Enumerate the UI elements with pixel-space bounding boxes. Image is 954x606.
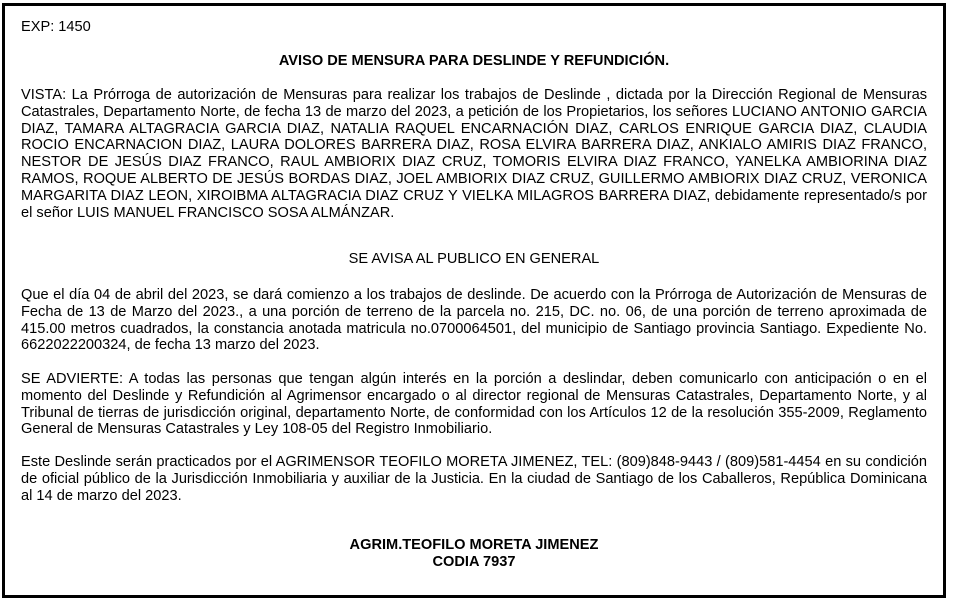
signature-codia: CODIA 7937 [432,553,516,570]
public-notice-heading: SE AVISA AL PUBLICO EN GENERAL [348,251,600,267]
legal-notice-frame [2,3,946,598]
surveyor-paragraph: Este Deslinde serán practicados por el AGRIMENSOR TEOFILO MORETA JIMENEZ, TEL: (809)848-9443 / (809)581-4454 en su condición de oficial público de la Jurisdicción Inmobiliaria y auxiliar de la Justicia. En la ciudad de Santiago de los Caballeros, República Dominicana al 14 de marzo del 2023. [21,454,927,504]
signature-name: AGRIM.TEOFILO MORETA JIMENEZ [349,537,599,553]
vista-paragraph: VISTA: La Prórroga de autorización de Mensuras para realizar los trabajos de Deslinde , dictada por la Dirección Regional de Mensuras Catastrales, Departamento Norte, de fecha 13 de marzo del 2023, a petición de los Propietarios, los señores LUCIANO ANTONIO GARCIA DIAZ, TAMARA ALTAGRACIA GARCIA DIAZ, NATALIA RAQUEL ENCARNACIÓN DIAZ, CARLOS ENRIQUE GARCIA DIAZ, CLAUDIA ROCIO ENCARNACION DIAZ, LAURA DOLORES BARRERA DIAZ, ROSA ELVIRA BARRERA DIAZ, ANKIALO AMIRIS DIAZ FRANCO, NESTOR DE JESÚS DIAZ FRANCO, RAUL AMBIORIX DIAZ CRUZ, TOMORIS ELVIRA DIAZ FRANCO, YANELKA AMBIORINA DIAZ RAMOS, ROQUE ALBERTO DE JESÚS BORDAS DIAZ, JOEL AMBIORIX DIAZ CRUZ, GUILLERMO AMBIORIX DIAZ CRUZ, VERONICA MARGARITA DIAZ LEON, XIROIBMA ALTAGRACIA DIAZ CRUZ Y VIELKA MILAGROS BARRERA DIAZ, debidamente representado/s por el señor LUIS MANUEL FRANCISCO SOSA ALMÁNZAR. [21,87,927,221]
expediente-number: EXP: 1450 [21,19,91,35]
warning-paragraph: SE ADVIERTE: A todas las personas que tengan algún interés en la porción a deslindar, deben comunicarlo con anticipación o en el momento del Deslinde y Refundición al Agrimensor encargado o al director regional de Mensuras Catastrales, Departamento Norte, y al Tribunal de tierras de jurisdicción original, departamento Norte, de conformidad con los Artículos 12 de la resolución 355-2009, Reglamento General de Mensuras Catastrales y Ley 108-05 del Registro Inmobiliario. [21,371,927,438]
notice-title: AVISO DE MENSURA PARA DESLINDE Y REFUNDICIÓN. [278,53,670,69]
start-paragraph: Que el día 04 de abril del 2023, se dará comienzo a los trabajos de deslinde. De acuerdo con la Prórroga de Autorización de Mensuras de Fecha de 13 de Marzo del 2023., a una porción de terreno de la parcela no. 215, DC. no. 06, de una porción de terreno aproximada de 415.00 metros cuadrados, la constancia anotada matricula no.0700064501, del municipio de Santiago provincia Santiago. Expediente No. 6622022200324, de fecha 13 marzo del 2023. [21,287,927,354]
signature-block [21,537,927,571]
